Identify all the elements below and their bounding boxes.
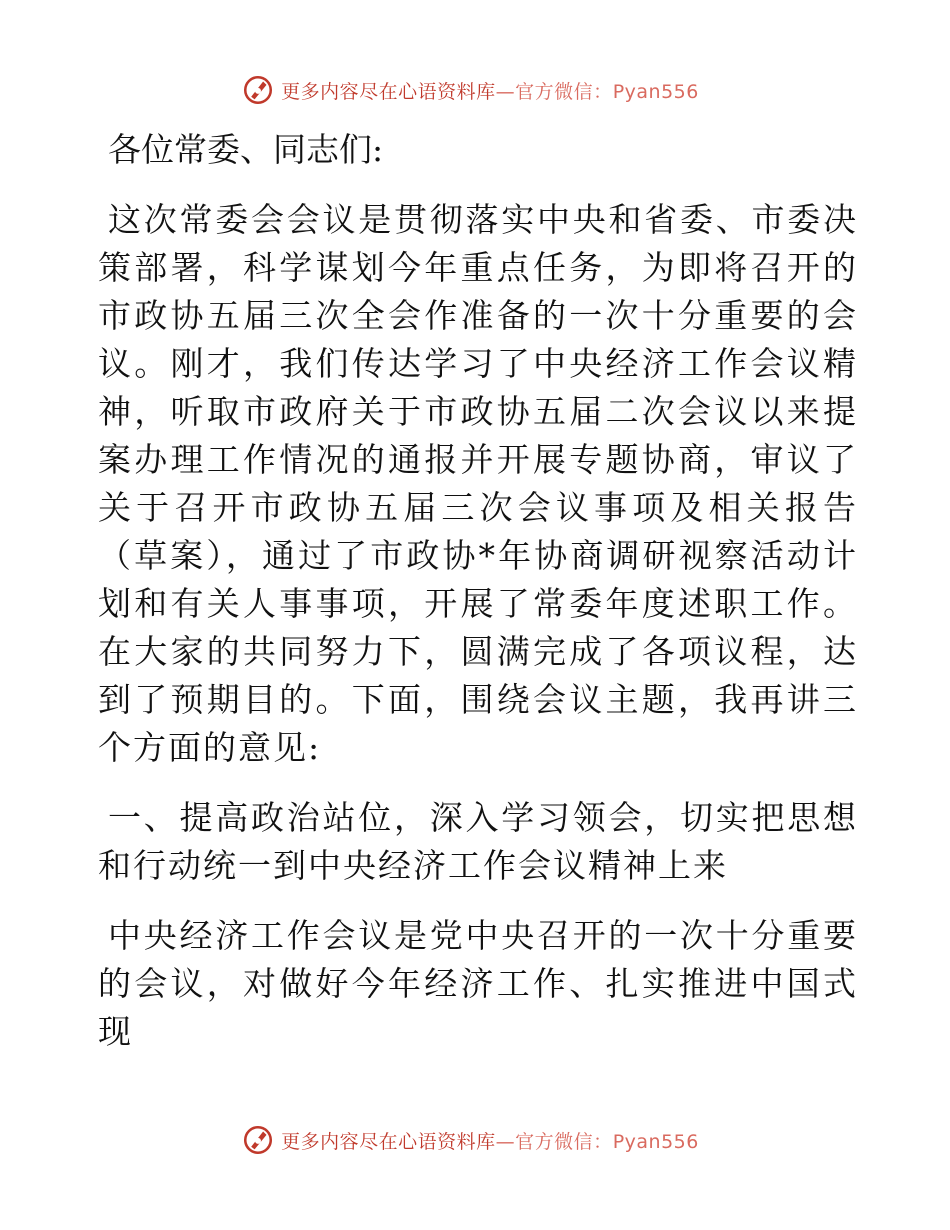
footer-watermark: [0, 1120, 950, 1160]
watermark-content: [241, 1123, 699, 1157]
watermark-label: 官方微信：: [515, 1130, 613, 1153]
watermark-separator: —: [495, 80, 516, 103]
salutation: 各位常委、同志们:: [108, 130, 384, 169]
watermark-content: [241, 73, 699, 107]
watermark-separator: —: [495, 1130, 516, 1153]
paragraph-intro: 这次常委会会议是贯彻落实中央和省委、市委决策部署，科学谋划今年重点任务，为即将召开的市政协五届三次全会作准备的一次十分重要的会议。刚才，我们传达学习了中央经济工作会议精神，听取市政府关于市政协五届二次会议以来提案办理工作情况的通报并开展专题协商，审议了关于召开市政协五届三次会议事项及相关报告（草案），通过了市政协*年协商调研视察活动计划和有关人事事项，开展了常委年度述职工作。在大家的共同努力下，圆满完成了各项议程，达到了预期目的。下面，围绕会议主题，我再讲三个方面的意见:: [98, 200, 858, 767]
watermark-site: 更多内容尽在心语资料库: [281, 80, 496, 103]
watermark-label: 官方微信：: [515, 80, 613, 103]
document-body: [98, 126, 858, 1056]
watermark-text: [281, 77, 699, 104]
watermark-wechat-id: Pyan556: [612, 1130, 699, 1153]
watermark-text: [281, 1127, 699, 1154]
header-watermark: [0, 70, 950, 110]
watermark-wechat-id: Pyan556: [612, 80, 699, 103]
brand-logo-icon: [241, 1123, 275, 1157]
section-heading-1: 一、提高政治站位，深入学习领会，切实把思想和行动统一到中央经济工作会议精神上来: [98, 798, 858, 885]
watermark-site: 更多内容尽在心语资料库: [281, 1130, 496, 1153]
paragraph-section-1: 中央经济工作会议是党中央召开的一次十分重要的会议，对做好今年经济工作、扎实推进中国式现: [98, 916, 858, 1051]
brand-logo-icon: [241, 73, 275, 107]
